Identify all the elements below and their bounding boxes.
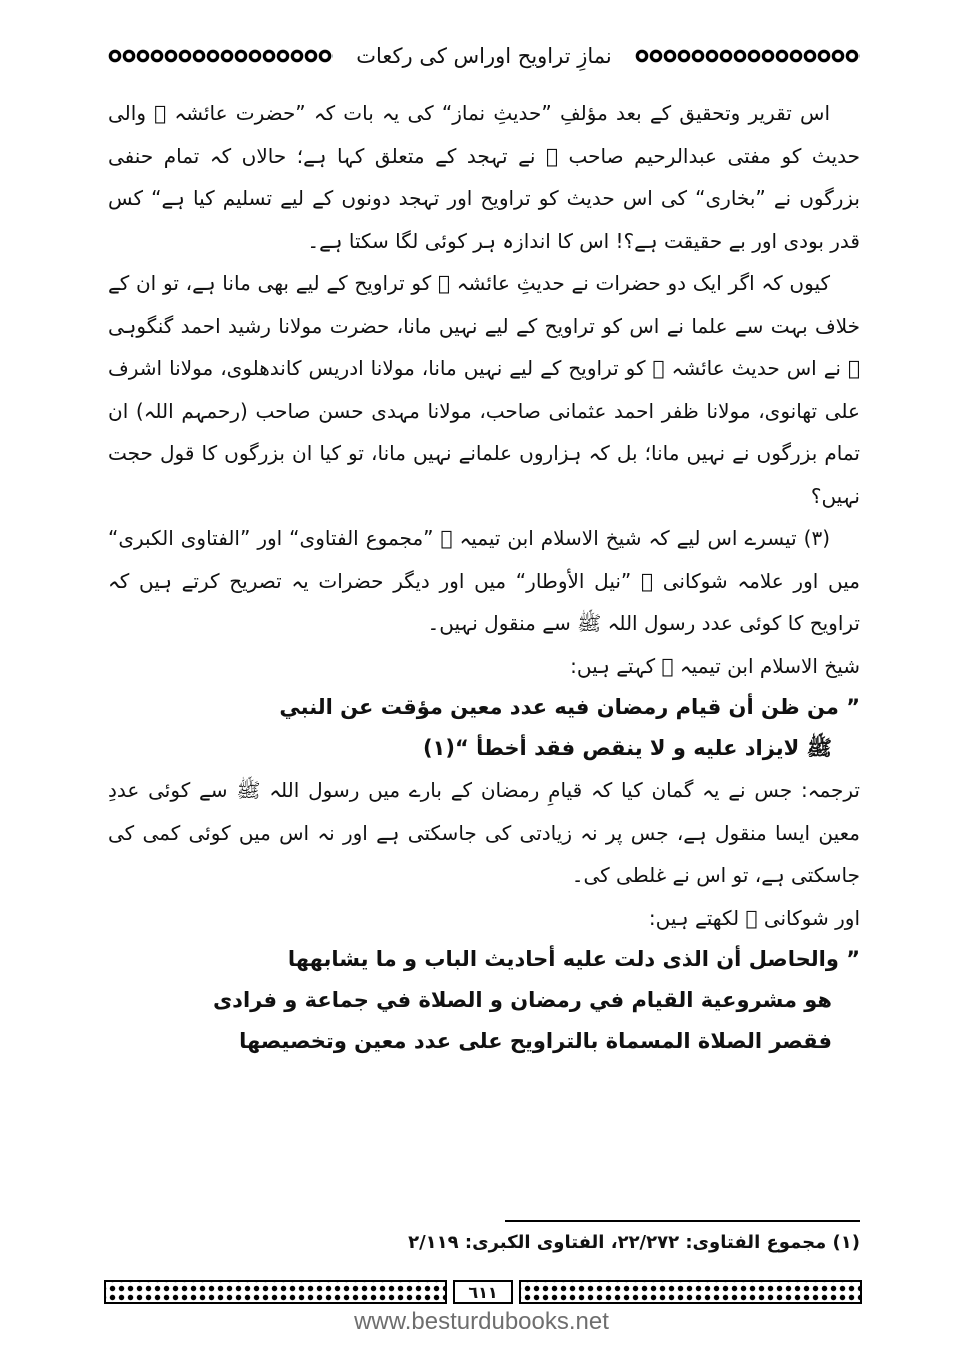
watermark-url: www.besturdubooks.net (354, 1308, 609, 1335)
page-number: ٦١١ (453, 1280, 513, 1304)
header-title: نمازِ تراویح اوراس کی رکعات (356, 44, 612, 68)
quote2-intro: اور شوکانی ﷫ لکھتے ہیں: (648, 905, 860, 930)
header-ornament-right (635, 49, 860, 63)
quote1-arabic-line-2: ﷺ لايزاد عليه و لا ينقص فقد أخطأ “(١) (422, 736, 832, 760)
quote2-arabic-line-3: فقصر الصلاة المسماة بالتراويح على عدد معين وتخصيصها (239, 1029, 832, 1053)
running-header (108, 38, 860, 74)
quote2-arabic-line-1: ” والحاصل أن الذى دلت عليه أحاديث الباب و ما يشابهها (287, 947, 860, 971)
footnote: (١) مجموع الفتاوى: ٢٢/٢٧٢، الفتاوى الكبرى: ٢/١١٩ (408, 1232, 860, 1253)
header-ornament-left (108, 49, 333, 63)
page-body (108, 92, 860, 1062)
paragraph-1: اس تقریر وتحقیق کے بعد مؤلفِ ”حدیثِ نماز“ کی یہ بات کہ ”حضرت عائشہ ﷞ والی حدیث کو مفتی عبدالرحیم صاحب ﷫ نے تہجد کے متعلق کہا ہے؛ حالاں کہ تمام حنفی بزرگوں نے ”بخاری“ کی اس حدیث کو تراویح اور تہجد دونوں کے لیے تسلیم کیا ہے“ کس قدر بودی اور بے حقیقت ہے؟! اس کا اندازہ ہر کوئی لگا سکتا ہے۔ (108, 101, 860, 253)
quote1-arabic-line-1: ” من ظن أن قيام رمضان فيه عدد معين مؤقت عن النبي (279, 695, 860, 719)
footer-ornament-right (519, 1280, 862, 1304)
paragraph-2: کیوں کہ اگر ایک دو حضرات نے حدیثِ عائشہ ﷞ کو تراویح کے لیے بھی مانا ہے، تو ان کے خلاف بہت سے علما نے اس کو تراویح کے لیے نہیں مانا، حضرت مولانا رشید احمد گنگوہی ﷫ نے اس حدیث عائشہ ﷞ کو تراویح کے لیے نہیں مانا، مولانا ادریس کاندھلوی، مولانا اشرف علی تھانوی، مولانا ظفر احمد عثمانی صاحب، مولانا مہدی حسن صاحب (رحمہم اللہ) ان تمام بزرگوں نے نہیں مانا؛ بل کہ ہزاروں علمانے نہیں مانا، تو کیا ان بزرگوں کا قول حجت نہیں؟ (108, 271, 860, 508)
footnote-divider (505, 1220, 860, 1222)
translation-1: ترجمہ: جس نے یہ گمان کیا کہ قیامِ رمضان کے بارے میں رسول اللہ ﷺ سے کوئی عددِ معین ایسا منقول ہے، جس پر نہ زیادتی کی جاسکتی ہے اور نہ اس میں کوئی کمی کی جاسکتی ہے، تو اس نے غلطی کی۔ (108, 778, 860, 887)
quote2-arabic-line-2: هو مشروعية القيام في رمضان و الصلاة في جماعة و فرادى (212, 988, 832, 1012)
quote1-intro: شیخ الاسلام ابن تیمیہ ﷫ کہتے ہیں: (570, 653, 860, 678)
page-footer (104, 1280, 862, 1304)
paragraph-3: (۳) تیسرے اس لیے کہ شیخ الاسلام ابن تیمیہ ﷫ ”مجموع الفتاوی“ اور ”الفتاوی الکبری“ میں اور علامہ شوکانی ﷫ ”نیل الأوطار“ میں اور دیگر حضرات یہ تصریح کرتے ہیں کہ تراویح کا کوئی عدد رسول اللہ ﷺ سے منقول نہیں۔ (108, 526, 860, 635)
footer-ornament-left (104, 1280, 447, 1304)
